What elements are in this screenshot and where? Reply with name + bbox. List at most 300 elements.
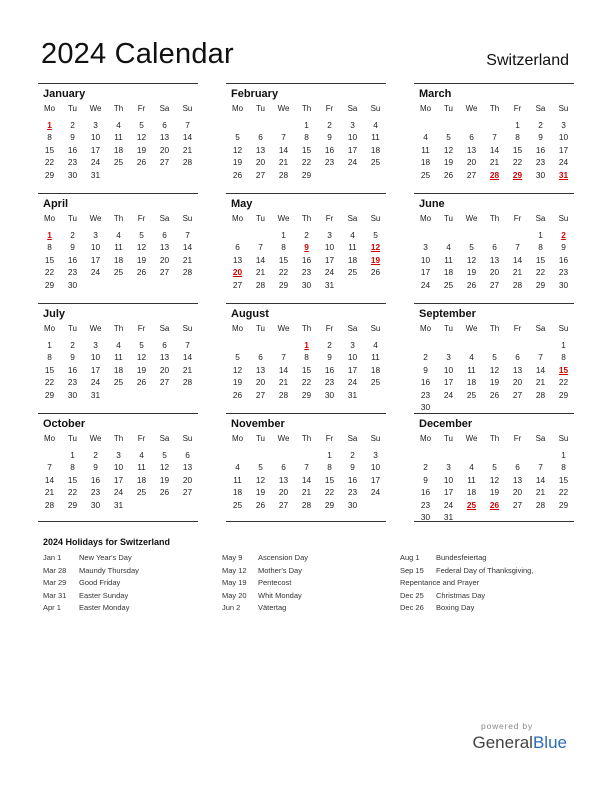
- day-cell: 22: [301, 377, 312, 388]
- weekday-label: Th: [489, 214, 500, 223]
- day-cell: 11: [467, 474, 476, 485]
- weekday-label: Fr: [325, 324, 334, 333]
- weekday-label: Tu: [255, 214, 266, 223]
- holiday-day-cell: 28: [489, 169, 500, 180]
- day-cell: 22: [278, 267, 289, 278]
- month-row: [38, 193, 574, 303]
- day-cell: 7: [185, 230, 190, 240]
- holiday-date: Jan 1: [43, 553, 62, 562]
- day-cell: 13: [159, 242, 170, 253]
- day-cell: 29: [44, 169, 55, 180]
- day-cell: 6: [469, 132, 474, 143]
- brand-general: General: [472, 733, 533, 752]
- day-cell: 19: [136, 364, 147, 375]
- weekday-label: Tu: [443, 324, 454, 333]
- day-cell: 2: [423, 462, 428, 473]
- holiday-name: Vätertag: [258, 603, 287, 612]
- day-cell: 4: [373, 340, 378, 350]
- day-cell: 7: [492, 132, 497, 143]
- day-cell: 16: [558, 254, 569, 265]
- weekday-label: Fr: [325, 214, 334, 223]
- month-name: April: [43, 198, 69, 210]
- day-cell: 10: [324, 242, 335, 253]
- holiday-day-cell: 12: [370, 242, 381, 253]
- holiday-column: [222, 552, 397, 615]
- weekday-label: We: [89, 324, 102, 333]
- day-cell: 14: [489, 144, 500, 155]
- holiday-day-cell: 2: [561, 230, 566, 240]
- holiday-date: Dec 26: [400, 603, 424, 612]
- weekday-label: Sa: [535, 104, 546, 113]
- day-cell: 18: [370, 144, 381, 155]
- weekday-label: Th: [301, 434, 312, 443]
- day-cell: 20: [255, 377, 266, 388]
- day-cell: 8: [47, 242, 52, 253]
- day-cell: 4: [116, 230, 121, 240]
- holiday-date: Mar 29: [43, 578, 67, 587]
- day-cell: 24: [113, 487, 124, 498]
- day-cell: 21: [182, 364, 193, 375]
- day-cell: 29: [44, 389, 55, 400]
- day-cell: 20: [159, 254, 170, 265]
- day-cell: 17: [347, 144, 358, 155]
- day-cell: 13: [489, 254, 500, 265]
- weekday-header: [226, 104, 386, 115]
- day-cell: 24: [90, 157, 101, 168]
- holiday-item: [43, 565, 218, 578]
- day-cell: 19: [466, 267, 477, 278]
- day-cell: 16: [67, 254, 78, 265]
- day-cell: 2: [70, 230, 75, 240]
- day-cell: 26: [136, 377, 147, 388]
- day-cell: 5: [235, 132, 240, 143]
- day-cell: 17: [90, 254, 101, 265]
- day-cell: 15: [301, 144, 312, 155]
- day-cell: 30: [90, 499, 101, 510]
- day-cell: 19: [489, 487, 500, 498]
- day-cell: 20: [512, 377, 523, 388]
- day-cell: 10: [443, 364, 454, 375]
- day-cell: 15: [301, 364, 312, 375]
- day-cell: 27: [232, 279, 243, 290]
- day-cell: 7: [515, 242, 520, 253]
- holiday-name: Ascension Day: [258, 553, 309, 562]
- month-block: [38, 303, 198, 412]
- day-cell: 19: [136, 144, 147, 155]
- brand-logo[interactable]: [472, 733, 567, 753]
- day-cell: 4: [423, 132, 428, 143]
- day-cell: 5: [139, 120, 144, 130]
- day-cell: 23: [301, 267, 312, 278]
- day-cell: 8: [304, 132, 309, 143]
- day-cell: 14: [182, 352, 193, 363]
- weekday-label: Fr: [137, 324, 146, 333]
- month-name: September: [419, 308, 476, 320]
- day-cell: 28: [512, 279, 523, 290]
- day-cell: 27: [159, 157, 170, 168]
- day-cell: 17: [443, 487, 454, 498]
- day-cell: 12: [136, 132, 147, 143]
- weekday-header: [38, 214, 198, 225]
- day-cell: 22: [558, 377, 569, 388]
- day-cell: 7: [185, 340, 190, 350]
- day-cell: 27: [512, 499, 523, 510]
- day-cell: 9: [350, 462, 355, 473]
- day-cell: 10: [558, 132, 569, 143]
- holiday-item: [400, 552, 575, 565]
- day-cell: 29: [44, 279, 55, 290]
- weekday-label: We: [277, 324, 290, 333]
- day-cell: 19: [136, 254, 147, 265]
- day-cell: 12: [489, 364, 500, 375]
- day-cell: 5: [139, 230, 144, 240]
- holiday-date: Mar 28: [43, 565, 67, 575]
- day-cell: 11: [421, 144, 430, 155]
- day-cell: 5: [373, 230, 378, 240]
- day-cell: 5: [162, 450, 167, 460]
- day-cell: 4: [139, 450, 144, 460]
- day-cell: 18: [370, 364, 381, 375]
- day-cell: 15: [512, 144, 523, 155]
- day-cell: 13: [182, 462, 193, 473]
- holiday-item: [43, 577, 218, 590]
- day-cell: 21: [44, 487, 55, 498]
- weekday-label: Th: [113, 434, 124, 443]
- day-cell: 24: [324, 267, 335, 278]
- day-cell: 2: [423, 352, 428, 363]
- holiday-item: [222, 565, 397, 578]
- holiday-day-cell: 9: [304, 242, 309, 253]
- day-cell: 17: [370, 474, 381, 485]
- day-cell: 28: [301, 499, 312, 510]
- day-cell: 30: [420, 512, 431, 522]
- day-cell: 28: [535, 499, 546, 510]
- day-cell: 2: [350, 450, 355, 460]
- holiday-date: May 19: [222, 578, 247, 587]
- day-cell: 10: [113, 462, 124, 473]
- day-cell: 19: [232, 377, 243, 388]
- day-cell: 12: [232, 364, 243, 375]
- day-cell: 31: [90, 389, 101, 400]
- day-cell: 11: [114, 352, 123, 363]
- day-cell: 29: [301, 389, 312, 400]
- day-cell: 14: [535, 474, 546, 485]
- holiday-date: Dec 25: [400, 590, 424, 600]
- day-cell: 7: [304, 462, 309, 473]
- day-cell: 29: [535, 279, 546, 290]
- day-cell: 3: [350, 340, 355, 350]
- day-cell: 17: [90, 364, 101, 375]
- day-cell: 18: [113, 254, 124, 265]
- day-cell: 3: [350, 120, 355, 130]
- month-name: November: [231, 418, 285, 430]
- holiday-date: Jun 2: [222, 603, 241, 612]
- weekday-label: Su: [182, 324, 193, 333]
- day-cell: 30: [347, 499, 358, 510]
- weekday-label: Fr: [513, 104, 522, 113]
- weekday-label: Su: [370, 434, 381, 443]
- day-cell: 11: [114, 242, 123, 253]
- day-cell: 3: [93, 120, 98, 130]
- weekday-label: Th: [489, 324, 500, 333]
- day-cell: 24: [370, 487, 381, 498]
- month-name: July: [43, 308, 66, 320]
- weekday-label: We: [465, 434, 478, 443]
- day-cell: 25: [370, 377, 381, 388]
- day-cell: 13: [255, 144, 266, 155]
- day-cell: 5: [492, 462, 497, 473]
- day-cell: 21: [535, 377, 546, 388]
- weekday-label: Sa: [347, 104, 358, 113]
- day-cell: 22: [558, 487, 569, 498]
- day-cell: 16: [420, 487, 431, 498]
- day-cell: 26: [255, 499, 266, 510]
- day-cell: 11: [371, 132, 380, 143]
- day-cell: 6: [235, 242, 240, 253]
- weekday-header: [38, 434, 198, 445]
- day-cell: 10: [90, 132, 101, 143]
- weekday-label: Su: [182, 214, 193, 223]
- day-cell: 10: [443, 474, 454, 485]
- weekday-header: [414, 434, 574, 445]
- day-cell: 23: [535, 157, 546, 168]
- day-cell: 19: [489, 377, 500, 388]
- day-cell: 10: [90, 352, 101, 363]
- day-cell: 3: [93, 340, 98, 350]
- day-cell: 14: [512, 254, 523, 265]
- weekday-label: Sa: [347, 324, 358, 333]
- day-cell: 5: [446, 132, 451, 143]
- day-cell: 8: [47, 132, 52, 143]
- month-block: [226, 303, 386, 412]
- weekday-label: We: [277, 434, 290, 443]
- holiday-name: Easter Monday: [79, 603, 130, 612]
- holiday-date: May 20: [222, 590, 247, 600]
- day-cell: 2: [327, 120, 332, 130]
- day-cell: 6: [162, 340, 167, 350]
- holiday-day-cell: 20: [232, 267, 243, 278]
- month-name: May: [231, 198, 253, 210]
- day-cell: 14: [535, 364, 546, 375]
- day-cell: 17: [90, 144, 101, 155]
- day-cell: 18: [113, 364, 124, 375]
- day-cell: 6: [258, 352, 263, 363]
- day-cell: 28: [255, 279, 266, 290]
- day-cell: 1: [561, 450, 566, 460]
- day-cell: 5: [469, 242, 474, 253]
- day-cell: 11: [348, 242, 357, 253]
- month-name: June: [419, 198, 445, 210]
- holiday-name: Good Friday: [79, 578, 121, 587]
- day-cell: 23: [67, 377, 78, 388]
- holiday-item: [222, 577, 397, 590]
- weekday-header: [414, 324, 574, 335]
- month-row: [38, 413, 574, 523]
- weekday-label: Sa: [535, 324, 546, 333]
- day-cell: 14: [301, 474, 312, 485]
- month-block: [38, 83, 198, 192]
- day-cell: 21: [182, 254, 193, 265]
- day-cell: 9: [327, 132, 332, 143]
- weekday-label: Su: [558, 104, 569, 113]
- page-title: 2024 Calendar: [41, 38, 234, 70]
- day-cell: 20: [512, 487, 523, 498]
- day-cell: 2: [538, 120, 543, 130]
- powered-by-label: powered by: [481, 721, 533, 731]
- weekday-label: Tu: [67, 104, 78, 113]
- day-cell: 13: [255, 364, 266, 375]
- day-cell: 7: [258, 242, 263, 253]
- day-cell: 7: [281, 132, 286, 143]
- day-cell: 16: [90, 474, 101, 485]
- day-cell: 24: [347, 377, 358, 388]
- holiday-name: Christmas Day: [436, 590, 486, 600]
- day-cell: 16: [324, 144, 335, 155]
- day-cell: 24: [420, 279, 431, 290]
- country-label: Switzerland: [486, 52, 569, 69]
- day-cell: 19: [443, 157, 454, 168]
- day-cell: 22: [512, 157, 523, 168]
- weekday-label: We: [277, 104, 290, 113]
- weekday-label: Mo: [419, 214, 432, 223]
- month-block: [414, 193, 574, 302]
- day-cell: 25: [466, 389, 477, 400]
- day-cell: 1: [281, 230, 286, 240]
- weekday-label: Sa: [159, 324, 170, 333]
- day-cell: 26: [159, 487, 170, 498]
- day-cell: 9: [561, 242, 566, 253]
- day-cell: 6: [515, 352, 520, 363]
- day-cell: 28: [182, 267, 193, 278]
- day-cell: 6: [185, 450, 190, 460]
- weekday-label: Mo: [419, 434, 432, 443]
- day-cell: 4: [235, 462, 240, 473]
- day-cell: 19: [232, 157, 243, 168]
- weekday-label: Tu: [255, 434, 266, 443]
- day-cell: 24: [558, 157, 569, 168]
- holiday-item: [43, 590, 218, 603]
- day-cell: 17: [443, 377, 454, 388]
- weekday-label: Sa: [535, 214, 546, 223]
- day-cell: 21: [278, 377, 289, 388]
- day-cell: 8: [47, 352, 52, 363]
- weekday-label: Mo: [43, 214, 56, 223]
- day-cell: 24: [443, 389, 454, 400]
- day-cell: 13: [159, 352, 170, 363]
- day-cell: 3: [116, 450, 121, 460]
- weekday-label: Th: [301, 324, 312, 333]
- day-cell: 16: [67, 144, 78, 155]
- day-cell: 21: [512, 267, 523, 278]
- day-cell: 31: [347, 389, 358, 400]
- holiday-date: Mar 31: [43, 590, 67, 600]
- holiday-item: [222, 602, 397, 615]
- day-cell: 23: [420, 389, 431, 400]
- day-cell: 30: [301, 279, 312, 290]
- day-cell: 21: [255, 267, 266, 278]
- day-cell: 8: [538, 242, 543, 253]
- day-cell: 25: [232, 499, 243, 510]
- weekday-label: We: [277, 214, 290, 223]
- day-cell: 27: [159, 267, 170, 278]
- day-cell: 14: [278, 364, 289, 375]
- weekday-label: Su: [370, 324, 381, 333]
- holiday-name: Easter Sunday: [79, 590, 129, 600]
- month-row: [38, 83, 574, 193]
- day-cell: 23: [558, 267, 569, 278]
- day-cell: 25: [113, 267, 124, 278]
- day-cell: 26: [489, 389, 500, 400]
- day-cell: 3: [446, 352, 451, 363]
- weekday-label: Mo: [43, 434, 56, 443]
- day-cell: 25: [443, 279, 454, 290]
- day-cell: 21: [301, 487, 312, 498]
- weekday-label: Fr: [137, 214, 146, 223]
- day-cell: 26: [443, 169, 454, 180]
- day-cell: 20: [466, 157, 477, 168]
- day-cell: 9: [93, 462, 98, 473]
- month-block: [226, 413, 386, 522]
- day-cell: 24: [443, 499, 454, 510]
- day-cell: 27: [182, 487, 193, 498]
- month-block: [38, 193, 198, 302]
- day-cell: 15: [324, 474, 335, 485]
- day-cell: 14: [182, 132, 193, 143]
- month-name: March: [419, 88, 452, 100]
- day-cell: 28: [182, 377, 193, 388]
- day-cell: 12: [159, 462, 170, 473]
- holiday-column: [400, 552, 575, 615]
- day-cell: 28: [278, 389, 289, 400]
- weekday-label: Th: [113, 324, 124, 333]
- day-cell: 31: [90, 169, 101, 180]
- day-cell: 25: [347, 267, 358, 278]
- month-name: December: [419, 418, 473, 430]
- day-cell: 1: [304, 120, 309, 130]
- weekday-label: Mo: [43, 324, 56, 333]
- day-cell: 28: [182, 157, 193, 168]
- weekday-label: Su: [370, 214, 381, 223]
- holiday-name: Mother's Day: [258, 565, 302, 575]
- weekday-label: Mo: [231, 104, 244, 113]
- day-cell: 12: [443, 144, 454, 155]
- weekday-label: Fr: [513, 214, 522, 223]
- day-cell: 18: [136, 474, 147, 485]
- day-cell: 18: [420, 157, 431, 168]
- day-cell: 30: [67, 279, 78, 290]
- day-cell: 24: [347, 157, 358, 168]
- day-cell: 14: [44, 474, 55, 485]
- day-cell: 13: [466, 144, 477, 155]
- day-cell: 1: [327, 450, 332, 460]
- holiday-date: May 12: [222, 565, 247, 575]
- day-cell: 27: [466, 169, 477, 180]
- day-cell: 1: [515, 120, 520, 130]
- weekday-label: Su: [182, 434, 193, 443]
- day-cell: 29: [558, 499, 569, 510]
- holiday-name: Federal Day of Thanksgiving, Repentance and Prayer: [400, 565, 534, 587]
- day-cell: 13: [278, 474, 289, 485]
- day-cell: 7: [185, 120, 190, 130]
- day-cell: 20: [278, 487, 289, 498]
- day-cell: 24: [90, 267, 101, 278]
- holiday-item: [400, 590, 575, 603]
- day-cell: 29: [67, 499, 78, 510]
- day-cell: 29: [301, 169, 312, 180]
- holiday-day-cell: 1: [47, 230, 52, 240]
- weekday-label: Th: [301, 214, 312, 223]
- day-cell: 29: [558, 389, 569, 400]
